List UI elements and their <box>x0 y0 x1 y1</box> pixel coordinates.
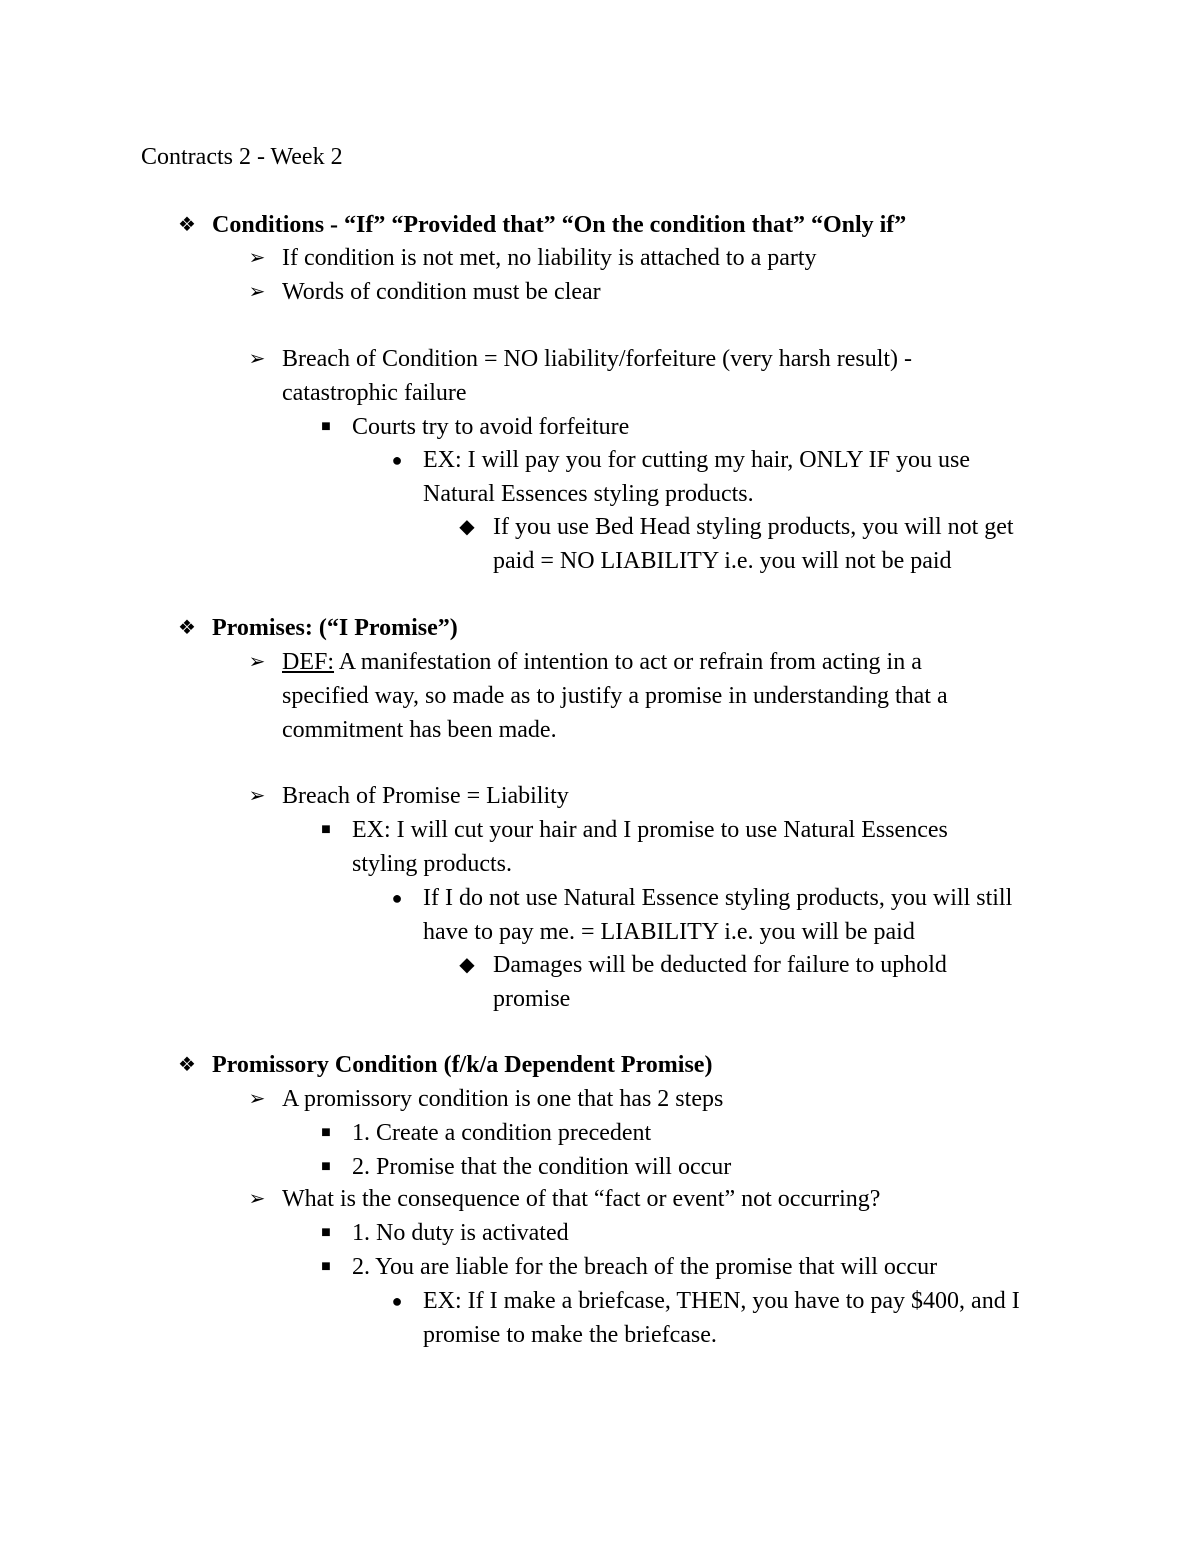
list-item-continuation: promise <box>493 986 571 1012</box>
four-diamond-bullet-icon: ❖ <box>178 1054 196 1076</box>
arrowhead-bullet-icon: ➢ <box>248 651 266 673</box>
list-item-continuation: catastrophic failure <box>282 380 467 406</box>
square-bullet-icon: ■ <box>321 1124 331 1141</box>
list-item: What is the consequence of that “fact or event” not occurring? <box>282 1186 881 1212</box>
round-bullet-icon: ● <box>391 1291 403 1311</box>
square-bullet-icon: ■ <box>321 1224 331 1241</box>
list-item: If you use Bed Head styling products, you will not get <box>493 514 1014 540</box>
arrowhead-bullet-icon: ➢ <box>248 1188 266 1210</box>
list-item: EX: I will pay you for cutting my hair, ONLY IF you use <box>423 447 970 473</box>
arrowhead-bullet-icon: ➢ <box>248 348 266 370</box>
list-item: Breach of Promise = Liability <box>282 783 569 809</box>
square-bullet-icon: ■ <box>321 1158 331 1175</box>
square-bullet-icon: ■ <box>321 1258 331 1275</box>
list-item: Breach of Condition = NO liability/forfeiture (very harsh result) - <box>282 346 913 372</box>
section-heading-conditions: Conditions - “If” “Provided that” “On the condition that” “Only if” <box>212 212 907 238</box>
arrowhead-bullet-icon: ➢ <box>248 281 266 303</box>
list-item-continuation: specified way, so made as to justify a promise in understanding that a <box>282 683 948 709</box>
section-heading-promissory-condition: Promissory Condition (f/k/a Dependent Promise) <box>212 1052 713 1078</box>
definition-label: DEF: <box>282 649 335 675</box>
arrowhead-bullet-icon: ➢ <box>248 247 266 269</box>
round-bullet-icon: ● <box>391 450 403 470</box>
list-item: Damages will be deducted for failure to uphold <box>493 952 947 978</box>
list-item: 1. Create a condition precedent <box>352 1120 652 1146</box>
list-item-continuation: Natural Essences styling products. <box>423 481 754 507</box>
diamond-bullet-icon: ◆ <box>459 516 475 538</box>
list-item-continuation: commitment has been made. <box>282 717 557 743</box>
list-item: EX: I will cut your hair and I promise to use Natural Essences <box>352 817 948 843</box>
round-bullet-icon: ● <box>391 888 403 908</box>
page-title: Contracts 2 - Week 2 <box>141 144 343 170</box>
list-item: EX: If I make a briefcase, THEN, you have to pay $400, and I <box>423 1288 1020 1314</box>
list-item-continuation: promise to make the briefcase. <box>423 1322 717 1348</box>
list-item: 1. No duty is activated <box>352 1220 569 1246</box>
list-item-continuation: have to pay me. = LIABILITY i.e. you will be paid <box>423 919 915 945</box>
section-heading-promises: Promises: (“I Promise”) <box>212 615 458 641</box>
list-item <box>282 645 922 679</box>
arrowhead-bullet-icon: ➢ <box>248 785 266 807</box>
diamond-bullet-icon: ◆ <box>459 954 475 976</box>
four-diamond-bullet-icon: ❖ <box>178 214 196 236</box>
list-item: Courts try to avoid forfeiture <box>352 414 630 440</box>
list-item: 2. You are liable for the breach of the promise that will occur <box>352 1254 938 1280</box>
list-item: If condition is not met, no liability is attached to a party <box>282 245 817 271</box>
list-item-continuation: paid = NO LIABILITY i.e. you will not be paid <box>493 548 952 574</box>
list-item: Words of condition must be clear <box>282 279 601 305</box>
list-item: If I do not use Natural Essence styling products, you will still <box>423 885 1013 911</box>
list-item: 2. Promise that the condition will occur <box>352 1154 732 1180</box>
definition-text: A manifestation of intention to act or refrain from acting in a <box>338 649 922 675</box>
square-bullet-icon: ■ <box>321 418 331 435</box>
list-item-continuation: styling products. <box>352 851 512 877</box>
square-bullet-icon: ■ <box>321 821 331 838</box>
arrowhead-bullet-icon: ➢ <box>248 1088 266 1110</box>
list-item: A promissory condition is one that has 2 steps <box>282 1086 724 1112</box>
four-diamond-bullet-icon: ❖ <box>178 617 196 639</box>
